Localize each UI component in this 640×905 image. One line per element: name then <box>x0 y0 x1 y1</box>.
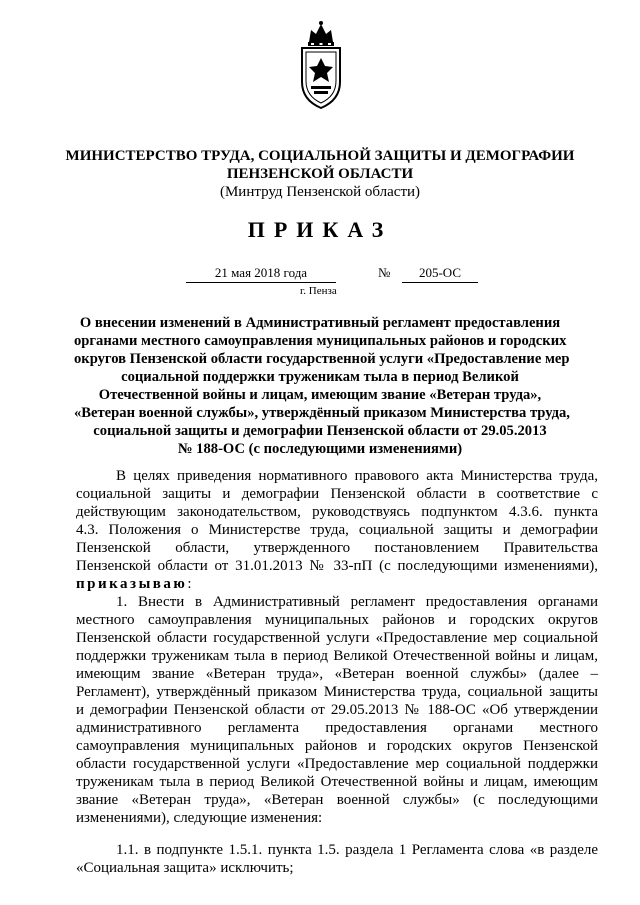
order-date: 21 мая 2018 года <box>186 265 336 283</box>
preamble-line: 4.3. Положения о Министерстве труда, социальной защиты и демографии <box>76 522 598 538</box>
ministry-short-name: (Минтруд Пензенской области) <box>219 184 421 200</box>
item1-line: изменениями), следующие изменения: <box>76 810 323 826</box>
preamble-line: В целях приведения нормативного правового акта Министерства труда, <box>116 468 598 484</box>
item11-line: «Социальная защита» исключить; <box>76 860 294 876</box>
paragraph-gap <box>76 827 598 841</box>
item1-line: звание «Ветеран труда», «Ветеран военной службы» (с последующими <box>76 792 598 808</box>
order-word-line <box>76 575 598 593</box>
preamble-line: Пензенской области от 31.01.2013 № 33-пП (с последующими изменениями), <box>76 558 598 574</box>
subject-line: социальной защиты и демографии Пензенской области от 29.05.2013 <box>93 423 547 439</box>
item11-line: 1.1. в подпункте 1.5.1. пункта 1.5. раздела 1 Регламента слова «в разделе <box>116 842 598 858</box>
subject-line: округов Пензенской области государственной услуги «Предоставление мер <box>74 351 570 367</box>
preamble-line: действующим законодательством, руководствуясь подпунктом 4.3.6. пункта <box>76 504 598 520</box>
number-sign: № <box>378 265 391 280</box>
order-word-colon: : <box>187 576 192 592</box>
item1-line: административного регламента предоставления органами местного <box>76 720 598 736</box>
subject-line: органами местного самоуправления муниципальных районов и городских <box>74 333 567 349</box>
subject-line: О внесении изменений в Административный регламент предоставления <box>79 315 561 331</box>
preamble-line: Пензенской области, утвержденного постановлением Правительства <box>76 540 598 556</box>
item1-line: имеющим звание «Ветеран труда», «Ветеран военной службы» (далее – <box>76 666 598 682</box>
item1-line: труженикам тыла в период Великой Отечественной войны и лицам, имеющим <box>76 774 598 790</box>
item1-line: местного самоуправления муниципальных районов и городских округов <box>76 612 598 628</box>
item1-line: 1. Внести в Административный регламент предоставления органами <box>116 594 598 610</box>
order-number: 205-ОС <box>402 265 478 283</box>
ministry-name-line1: МИНИСТЕРСТВО ТРУДА, СОЦИАЛЬНОЙ ЗАЩИТЫ И ДЕМОГРАФИИ <box>65 148 575 164</box>
item1-line: и демографии Пензенской области от 29.05.2013 № 188-ОС «Об утверждении <box>76 702 598 718</box>
order-city: г. Пенза <box>300 285 337 297</box>
subject-line: социальной поддержки труженикам тыла в период Великой <box>121 369 519 385</box>
subject-line: Отечественной войны и лицам, имеющим звание «Ветеран труда», <box>98 387 542 403</box>
item1-line: самоуправления муниципальных районов и городских округов Пензенской <box>76 738 598 754</box>
item1-line: Регламент), утверждённый приказом Министерства труда, социальной защиты <box>76 684 598 700</box>
subject-line: «Ветеран военной службы», утверждённый приказом Министерства труда, <box>74 405 570 421</box>
coat-of-arms-emblem <box>296 20 346 112</box>
subject-line: № 188-ОС (с последующими изменениями) <box>177 441 463 457</box>
order-subject <box>74 314 570 458</box>
item1-line: области государственной услуги «Предоставление мер социальной поддержки <box>76 756 598 772</box>
order-body <box>76 467 598 877</box>
order-title: ПРИКАЗ <box>247 217 393 242</box>
order-word: приказываю <box>76 576 188 592</box>
item1-line: Пензенской области государственной услуги «Предоставление мер социальной <box>76 630 598 646</box>
item1-line: поддержки труженикам тыла в период Великой Отечественной войны и лицам, <box>76 648 598 664</box>
preamble-line: социальной защиты и демографии Пензенской области в соответствие с <box>76 486 598 502</box>
ministry-name-line2: ПЕНЗЕНСКОЙ ОБЛАСТИ <box>226 166 414 182</box>
